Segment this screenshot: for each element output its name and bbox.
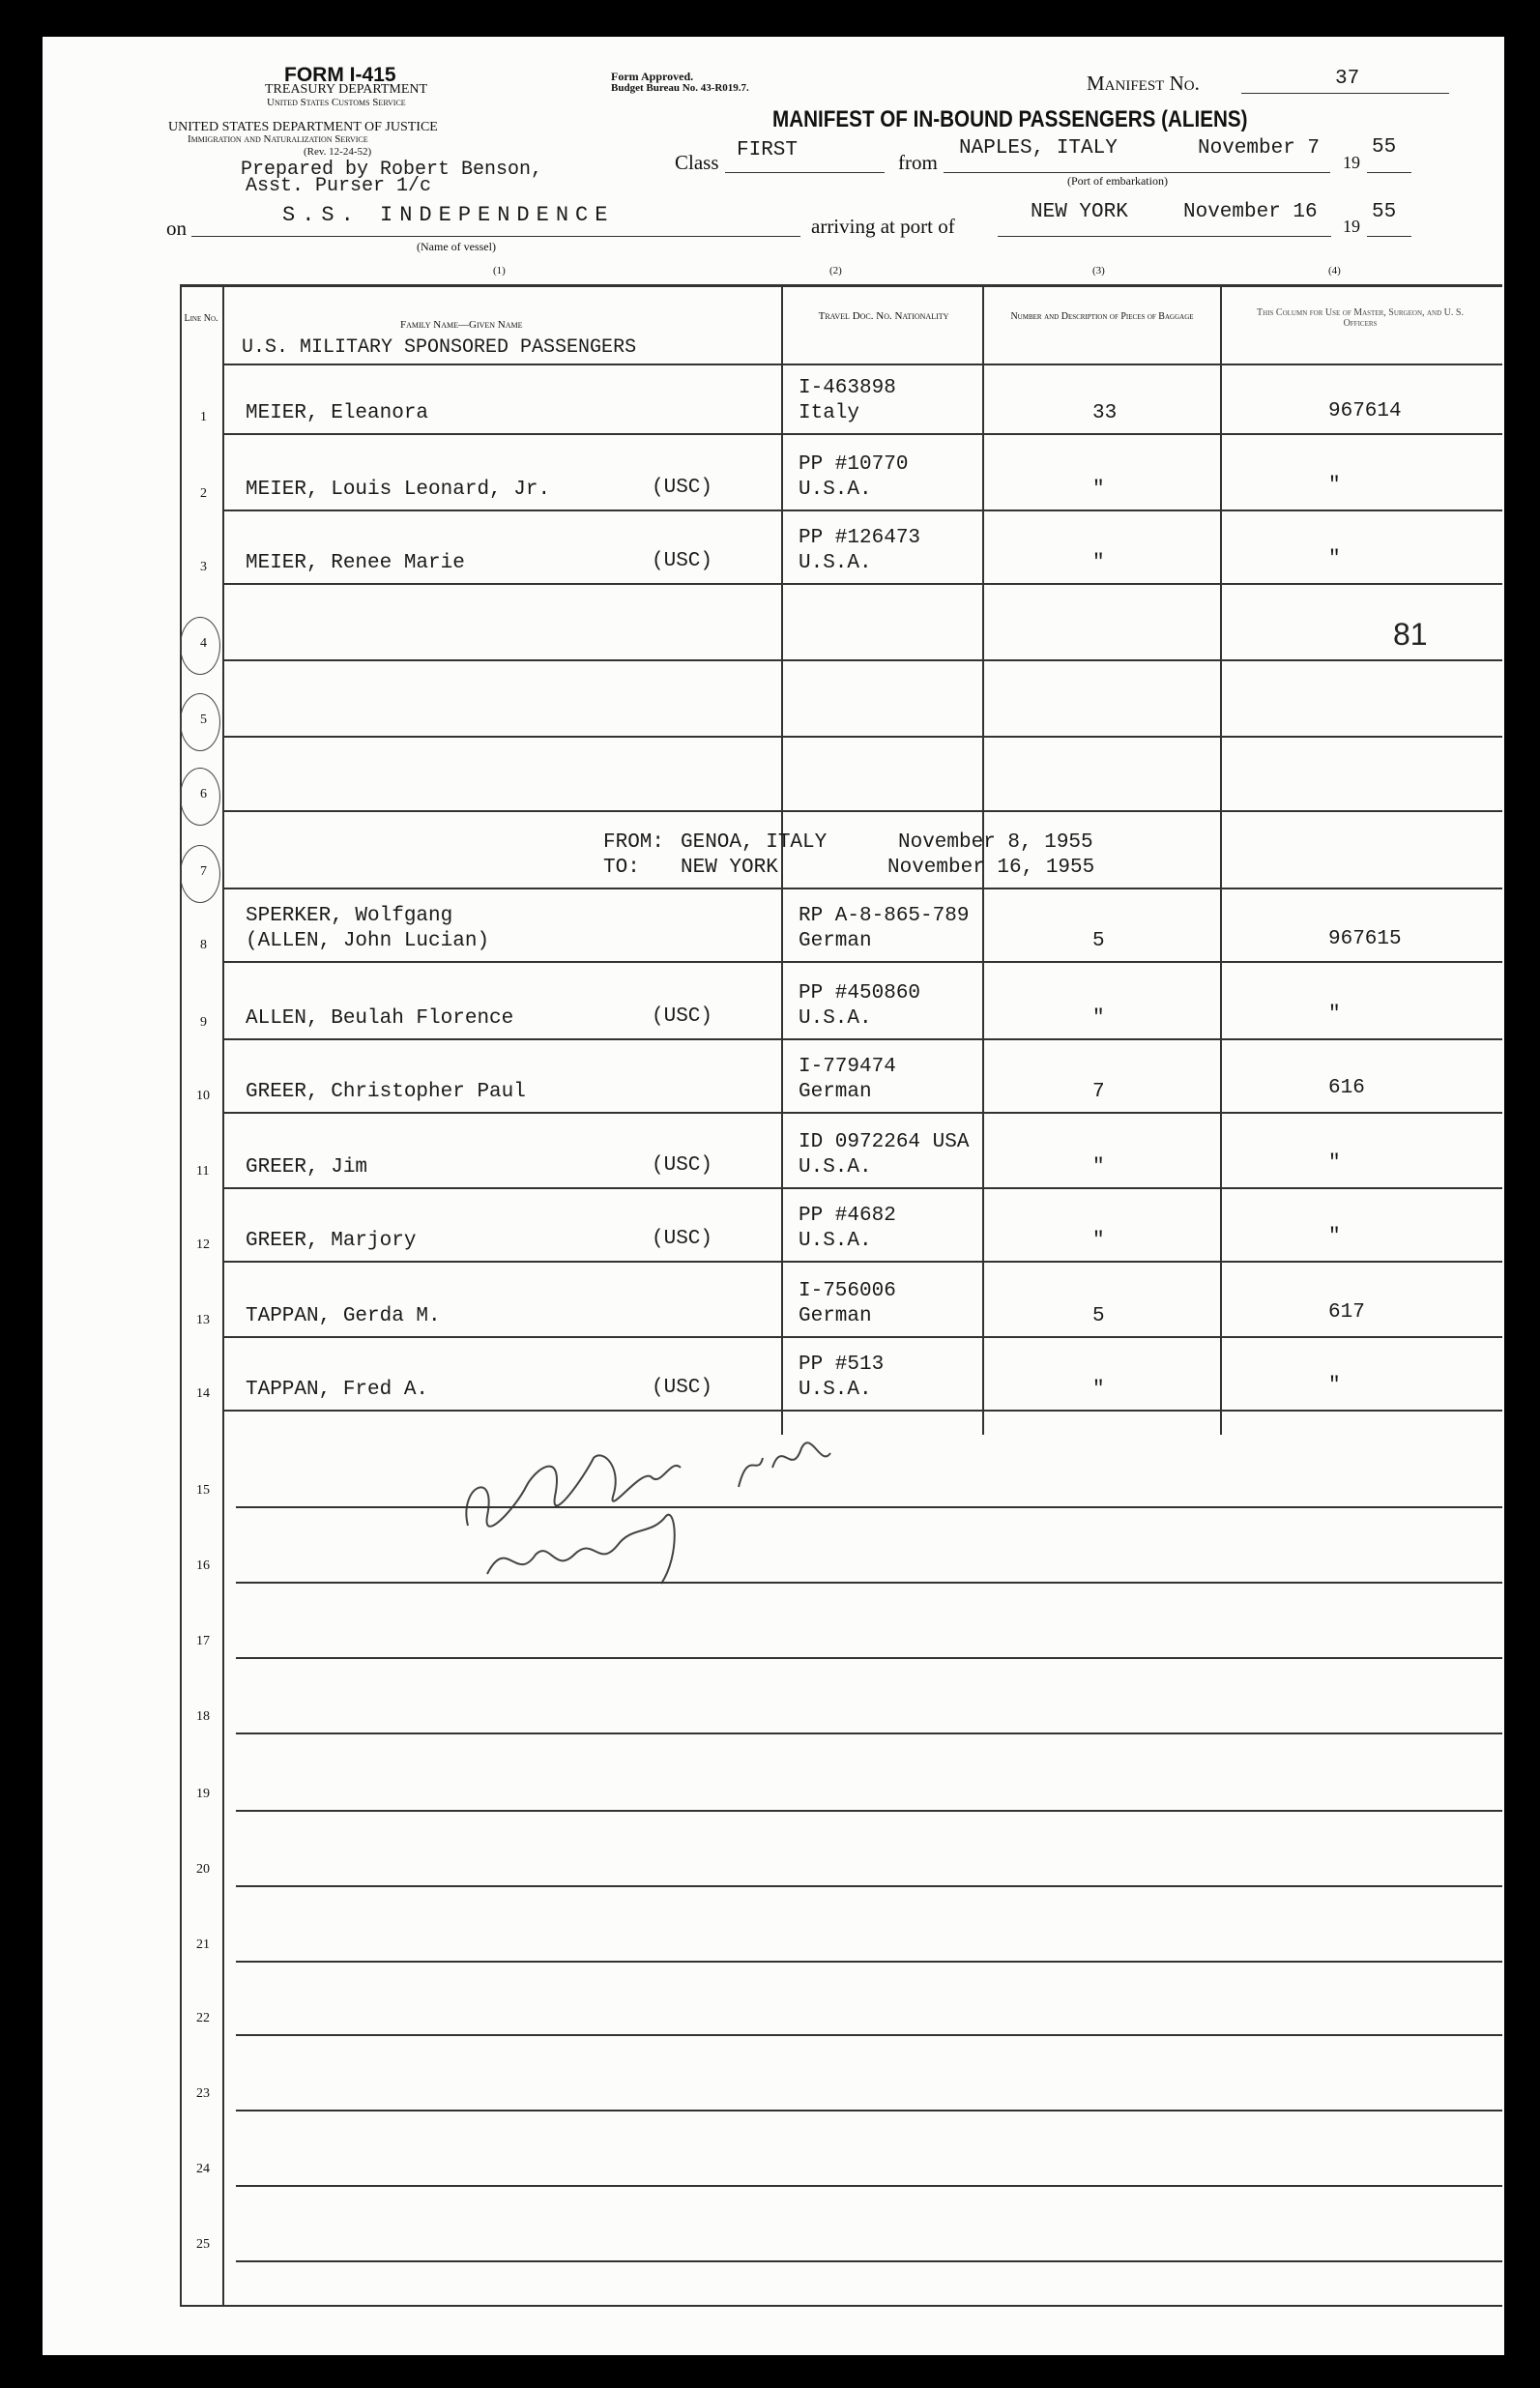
line-number: 22 (196, 2011, 210, 2025)
arrival-line (998, 236, 1331, 237)
baggage-count: " (1092, 1379, 1105, 1401)
passenger-name: MEIER, Renee Marie (246, 552, 465, 574)
baggage-count: " (1092, 1230, 1105, 1252)
nationality: Italy (799, 402, 860, 424)
nationality: U.S.A. (799, 1007, 872, 1030)
row-rule (236, 1506, 1502, 1508)
travel-document: PP #450860 (799, 982, 921, 1005)
row-rule (222, 583, 1502, 585)
nationality: German (799, 1305, 872, 1327)
row-rule (222, 888, 1502, 889)
baggage-count: 33 (1092, 402, 1118, 424)
line-number: 8 (200, 938, 207, 952)
line-number: 15 (196, 1483, 210, 1498)
row-rule (222, 510, 1502, 511)
nationality: German (799, 1081, 872, 1103)
dept-treasury-sub: United States Customs Service (267, 97, 406, 108)
section-from-value: GENOA, ITALY (681, 831, 828, 854)
baggage-count: " (1092, 552, 1105, 574)
row-rule (236, 1582, 1502, 1584)
class-value: FIRST (737, 139, 799, 161)
travel-document: PP #126473 (799, 527, 921, 549)
line-number-circle (180, 693, 220, 751)
row-rule (236, 2110, 1502, 2111)
baggage-count: " (1092, 479, 1105, 501)
row-rule (222, 659, 1502, 661)
line-number: 14 (196, 1386, 210, 1401)
line-number: 16 (196, 1558, 210, 1573)
col-header-name: Family Name—Given Name (400, 319, 523, 331)
row-rule (236, 1885, 1502, 1887)
from-line (944, 172, 1330, 173)
line-number: 4 (200, 636, 207, 651)
line-number: 17 (196, 1634, 210, 1648)
col-num-2: (2) (829, 265, 842, 277)
form-revision: (Rev. 12-24-52) (304, 146, 372, 158)
passenger-name: GREER, Jim (246, 1156, 368, 1179)
line-number-circle (180, 617, 220, 675)
col-divider (180, 284, 182, 2305)
row-rule (236, 2185, 1502, 2187)
col-header-line-no: Line No. (184, 313, 218, 324)
line-number: 12 (196, 1238, 210, 1252)
class-line (725, 172, 885, 173)
travel-document: I-756006 (799, 1280, 896, 1302)
row-rule (236, 1810, 1502, 1812)
passenger-name: TAPPAN, Gerda M. (246, 1305, 441, 1327)
col-header-officers: This Column for Use of Master, Surgeon, and U. S. Officers (1257, 307, 1464, 329)
travel-document: ID 0972264 USA (799, 1131, 970, 1153)
section-to-label: TO: (603, 857, 640, 879)
line-number: 18 (196, 1709, 210, 1724)
dept-justice-sub: Immigration and Naturalization Service (188, 133, 368, 145)
row-rule (236, 1733, 1502, 1734)
officer-number: " (1328, 1004, 1341, 1026)
officer-number: 967614 (1328, 400, 1402, 422)
row-rule (222, 810, 1502, 812)
form-number: FORM I-415 (284, 64, 396, 86)
manifest-title: MANIFEST OF IN-BOUND PASSENGERS (ALIENS) (772, 106, 1248, 132)
arrival-date: November 16 (1183, 201, 1318, 223)
line-number: 23 (196, 2086, 210, 2101)
officer-number: 616 (1328, 1077, 1365, 1099)
class-label: Class (675, 151, 719, 174)
manifest-no-line (1241, 93, 1449, 94)
row-rule (222, 433, 1502, 435)
col-num-3: (3) (1092, 265, 1105, 277)
line-number: 20 (196, 1862, 210, 1877)
manifest-page (43, 37, 1504, 2355)
inspector-signature (429, 1410, 893, 1622)
line-number: 3 (200, 560, 207, 574)
officer-number: 967615 (1328, 928, 1402, 950)
row-rule (222, 1112, 1502, 1114)
port-caption: (Port of embarkation) (1067, 174, 1168, 188)
baggage-count: " (1092, 1007, 1105, 1030)
header-bottom-rule (222, 364, 1502, 365)
vessel-name: S.S. INDEPENDENCE (282, 203, 615, 227)
vessel-line (191, 236, 800, 237)
travel-document: RP A-8-865-789 (799, 905, 970, 927)
arrival-year-prefix: 19 (1343, 217, 1360, 236)
form-approved: Form Approved. (611, 70, 694, 83)
line-number-circle (180, 845, 220, 903)
on-label: on (166, 217, 187, 240)
citizen-marker: (USC) (652, 1228, 713, 1250)
passenger-name: MEIER, Louis Leonard, Jr. (246, 479, 551, 501)
prepared-by: Prepared by Robert Benson, (241, 159, 543, 181)
from-value: NAPLES, ITALY (959, 137, 1118, 160)
col-num-1: (1) (493, 265, 506, 277)
line-number: 5 (200, 713, 207, 727)
line-number: 13 (196, 1313, 210, 1327)
section-to-value: NEW YORK (681, 857, 778, 879)
col-divider (222, 284, 224, 2305)
nationality: U.S.A. (799, 1230, 872, 1252)
line-number: 9 (200, 1015, 207, 1030)
section-from-date: November 8, 1955 (898, 831, 1093, 854)
year-prefix: 19 (1343, 153, 1360, 172)
arriving-label: arriving at port of (811, 215, 955, 238)
arrival-year: 55 (1372, 201, 1397, 223)
row-rule (236, 1961, 1502, 1963)
nationality: German (799, 930, 872, 952)
passenger-name: MEIER, Eleanora (246, 402, 429, 424)
line-number: 10 (196, 1089, 210, 1103)
manifest-label: Manifest No. (1087, 72, 1200, 95)
row-rule (236, 2034, 1502, 2036)
dept-treasury: TREASURY DEPARTMENT (265, 82, 428, 97)
nationality: U.S.A. (799, 479, 872, 501)
arrival-port: NEW YORK (1031, 201, 1128, 223)
year-line (1367, 172, 1411, 173)
baggage-count: 5 (1092, 930, 1105, 952)
manifest-number: 37 (1335, 68, 1360, 90)
citizen-marker: (USC) (652, 550, 713, 572)
line-number: 2 (200, 486, 207, 501)
officer-number: " (1328, 1375, 1341, 1397)
passenger-alias: (ALLEN, John Lucian) (246, 930, 490, 952)
officer-number: " (1328, 1152, 1341, 1175)
line-number: 21 (196, 1937, 210, 1952)
row-rule (222, 1410, 1502, 1412)
citizen-marker: (USC) (652, 1005, 713, 1028)
arrival-year-line (1367, 236, 1411, 237)
row-rule (222, 1187, 1502, 1189)
annotation-count: 81 (1393, 617, 1428, 652)
line-number: 1 (200, 410, 207, 424)
line-number: 24 (196, 2162, 210, 2176)
row-rule (222, 1038, 1502, 1040)
nationality: U.S.A. (799, 1156, 872, 1179)
table-bottom-rule (180, 2305, 1502, 2307)
passenger-name: TAPPAN, Fred A. (246, 1379, 429, 1401)
row-rule (236, 2260, 1502, 2262)
line-number: 19 (196, 1787, 210, 1801)
section-to-date: November 16, 1955 (887, 857, 1095, 879)
departure-date: November 7 (1198, 137, 1321, 160)
travel-document: I-779474 (799, 1056, 896, 1078)
row-rule (222, 961, 1502, 963)
from-label: from (898, 151, 938, 174)
departure-year: 55 (1372, 136, 1397, 159)
line-number: 25 (196, 2237, 210, 2252)
travel-document: PP #10770 (799, 453, 909, 476)
travel-document: PP #513 (799, 1354, 885, 1376)
baggage-count: 7 (1092, 1081, 1105, 1103)
passenger-name: GREER, Marjory (246, 1230, 417, 1252)
budget-bureau: Budget Bureau No. 43-R019.7. (611, 82, 749, 94)
officer-number: " (1328, 548, 1341, 570)
officer-number: " (1328, 1226, 1341, 1248)
line-number: 6 (200, 787, 207, 801)
nationality: U.S.A. (799, 1379, 872, 1401)
nationality: U.S.A. (799, 552, 872, 574)
section-from-label: FROM: (603, 831, 665, 854)
citizen-marker: (USC) (652, 1154, 713, 1177)
travel-document: I-463898 (799, 377, 896, 399)
table-top-rule (180, 284, 1502, 287)
passenger-name: ALLEN, Beulah Florence (246, 1007, 514, 1030)
row-rule (236, 1657, 1502, 1659)
officer-number: " (1328, 475, 1341, 497)
line-number-circle (180, 768, 220, 826)
prepared-title: Asst. Purser 1/c (246, 175, 432, 197)
baggage-count: " (1092, 1156, 1105, 1179)
passenger-name: GREER, Christopher Paul (246, 1081, 526, 1103)
row-rule (222, 736, 1502, 738)
col-header-name-sub: U.S. MILITARY SPONSORED PASSENGERS (242, 336, 637, 359)
row-rule (222, 1261, 1502, 1263)
citizen-marker: (USC) (652, 477, 713, 499)
vessel-caption: (Name of vessel) (417, 240, 496, 253)
col-header-baggage: Number and Description of Pieces of Baggage (1010, 311, 1194, 322)
citizen-marker: (USC) (652, 1377, 713, 1399)
officer-number: 617 (1328, 1301, 1365, 1324)
line-number: 7 (200, 864, 207, 879)
travel-document: PP #4682 (799, 1205, 896, 1227)
line-number: 11 (196, 1164, 210, 1179)
baggage-count: 5 (1092, 1305, 1105, 1327)
row-rule (222, 1336, 1502, 1338)
col-header-travel: Travel Doc. No. Nationality (818, 310, 949, 322)
col-num-4: (4) (1328, 265, 1341, 277)
passenger-name: SPERKER, Wolfgang (246, 905, 453, 927)
dept-justice: UNITED STATES DEPARTMENT OF JUSTICE (168, 120, 438, 134)
